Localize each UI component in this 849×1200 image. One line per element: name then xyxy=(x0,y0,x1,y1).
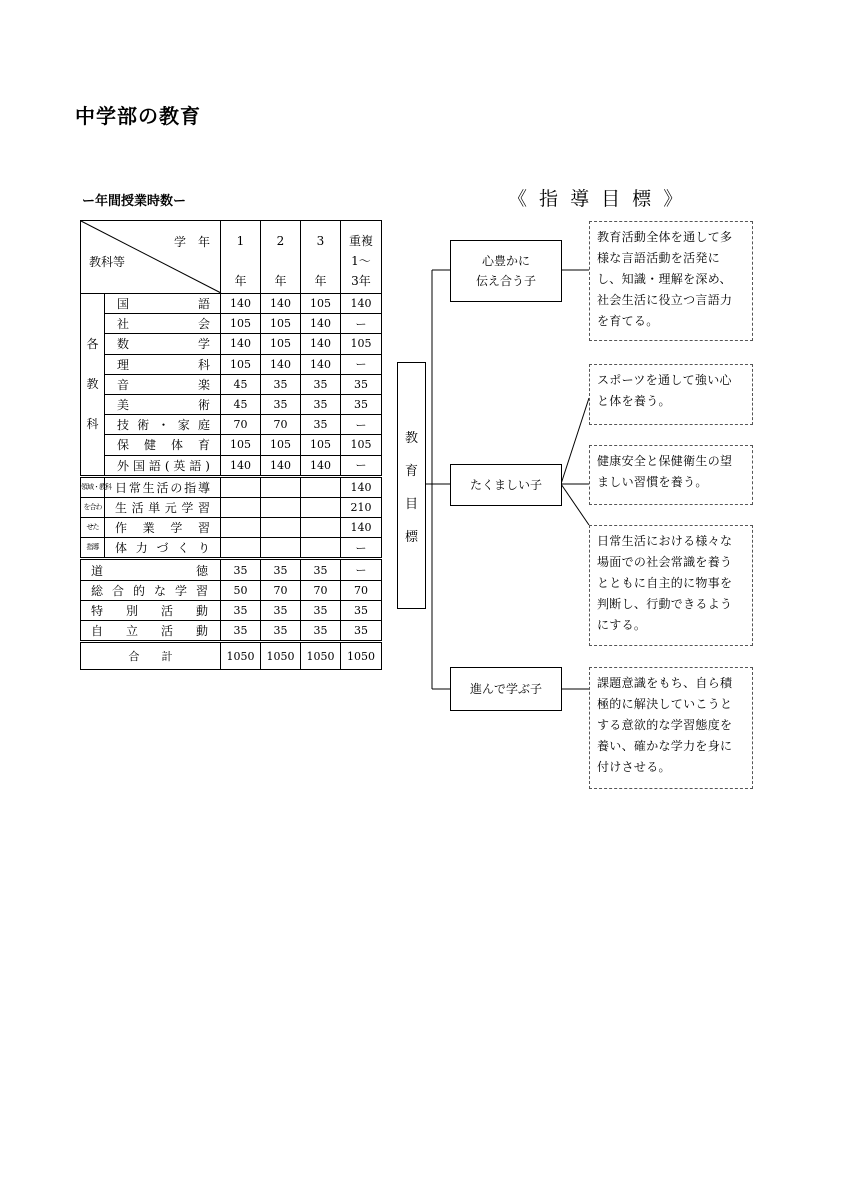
combined-name: 日常生活の指導 xyxy=(105,476,221,497)
header-subject-label: 教科等 xyxy=(89,255,126,269)
hours-cell: 35 xyxy=(301,600,341,620)
hours-cell: 45 xyxy=(221,374,261,394)
subject-name: 数学 xyxy=(105,334,221,354)
goal-label-line: 進んで学ぶ子 xyxy=(469,682,542,696)
hours-cell: 105 xyxy=(261,435,301,455)
hours-cell: 105 xyxy=(221,354,261,374)
goal-heart xyxy=(450,240,562,302)
combined-name: 作業学習 xyxy=(105,518,221,538)
hours-cell: 140 xyxy=(261,354,301,374)
header-grade-1: 1 年 xyxy=(221,221,261,294)
group-combined-label: せた xyxy=(81,518,105,538)
description-line: 判断し、行動できるよう xyxy=(597,597,733,611)
hours-cell: 140 xyxy=(261,294,301,314)
description-line: スポーツを通して強い心 xyxy=(597,373,732,387)
description-line: し、知識・理解を深め、 xyxy=(597,272,732,286)
hours-cell: 35 xyxy=(221,621,261,642)
description-line: ましい習慣を養う。 xyxy=(597,475,708,489)
subject-name: 外国語(英語) xyxy=(105,455,221,476)
description-language xyxy=(589,221,753,341)
hours-cell: 35 xyxy=(301,621,341,642)
subject-name: 理科 xyxy=(105,354,221,374)
other-name: 総合的な学習 xyxy=(81,580,221,600)
hours-cell: 140 xyxy=(341,294,382,314)
total-label: 合 計 xyxy=(81,642,221,670)
hours-cell: 1050 xyxy=(261,642,301,670)
hours-cell: 35 xyxy=(261,559,301,580)
group-label-char: 各 xyxy=(86,337,99,352)
hours-cell: 105 xyxy=(261,314,301,334)
subject-name: 保健体育 xyxy=(105,435,221,455)
goal-label-line: 心豊かに xyxy=(481,254,530,268)
description-line: にする。 xyxy=(597,618,647,632)
hours-cell: 70 xyxy=(341,580,382,600)
hours-cell: 1050 xyxy=(341,642,382,670)
hours-cell: ー xyxy=(341,455,382,476)
hours-cell: 35 xyxy=(341,394,382,414)
hours-cell: 105 xyxy=(341,435,382,455)
other-name: 自立活動 xyxy=(81,621,221,642)
hours-cell: 35 xyxy=(301,415,341,435)
hours-cell: 35 xyxy=(261,621,301,642)
goal-label-line: たくましい子 xyxy=(469,478,542,492)
goal-strong xyxy=(450,464,562,506)
description-line: 様な言語活動を活発に xyxy=(597,251,721,265)
description-line: 課題意識をもち、自ら積 xyxy=(597,676,733,690)
subject-name: 音楽 xyxy=(105,374,221,394)
group-combined-label: を合わ xyxy=(81,497,105,517)
hours-cell: 1050 xyxy=(221,642,261,670)
page-title: 中学部の教育 xyxy=(75,104,201,128)
header-grade-label: 学 年 xyxy=(173,235,210,249)
hours-cell: 105 xyxy=(301,294,341,314)
hours-cell: 35 xyxy=(261,374,301,394)
description-line: 場面での社会常識を養う xyxy=(597,555,733,569)
combined-name: 生活単元学習 xyxy=(105,497,221,517)
hours-cell: ー xyxy=(341,538,382,559)
hours-cell: 140 xyxy=(341,518,382,538)
hours-cell: 35 xyxy=(301,374,341,394)
subject-name: 美術 xyxy=(105,394,221,414)
other-name: 道徳 xyxy=(81,559,221,580)
center-label-char: 教 xyxy=(404,430,418,446)
description-line: 健康安全と保健衛生の望 xyxy=(597,454,733,468)
hours-cell: 140 xyxy=(301,334,341,354)
hours-cell: 35 xyxy=(221,600,261,620)
group-label-char: 科 xyxy=(86,417,99,432)
table-title: ー年間授業時数ー xyxy=(82,194,187,209)
hours-cell: 35 xyxy=(341,600,382,620)
center-label-char: 目 xyxy=(404,496,418,512)
hours-cell: ー xyxy=(341,559,382,580)
description-line: を育てる。 xyxy=(597,314,659,328)
header-duplicate: 重複 1～ 3年 xyxy=(341,221,382,294)
group-combined-label: 領域・教科 xyxy=(81,476,105,497)
combined-name: 体力づくり xyxy=(105,538,221,559)
hours-cell: 210 xyxy=(341,497,382,517)
header-grade-3: 3 年 xyxy=(301,221,341,294)
hours-cell: 105 xyxy=(221,435,261,455)
hours-cell: 45 xyxy=(221,394,261,414)
hours-cell: 35 xyxy=(301,559,341,580)
hours-cell: 70 xyxy=(301,580,341,600)
hours-cell: 35 xyxy=(341,621,382,642)
hours-cell: 1050 xyxy=(301,642,341,670)
hours-cell: 140 xyxy=(301,314,341,334)
description-line: 日常生活における様々な xyxy=(597,534,733,548)
description-line: する意欲的な学習態度を xyxy=(597,718,733,732)
hours-cell: 35 xyxy=(221,559,261,580)
hours-cell: 140 xyxy=(301,455,341,476)
hours-cell: 35 xyxy=(261,600,301,620)
center-label-char: 育 xyxy=(404,463,418,479)
description-line: とともに自主的に物事を xyxy=(597,576,733,590)
description-daily-life xyxy=(589,525,753,646)
hours-cell: 140 xyxy=(221,294,261,314)
description-line: 付けさせる。 xyxy=(597,760,671,774)
goal-learn xyxy=(450,667,562,711)
hours-cell: 105 xyxy=(221,314,261,334)
hours-cell: ー xyxy=(341,415,382,435)
goal-label-line: 伝え合う子 xyxy=(475,274,536,288)
description-line: 極的に解決していこうと xyxy=(597,697,733,711)
hours-cell: 70 xyxy=(261,580,301,600)
subject-name: 社会 xyxy=(105,314,221,334)
center-label-char: 標 xyxy=(404,529,418,545)
hours-cell: 140 xyxy=(341,476,382,497)
description-line: 養い、確かな学力を身に xyxy=(597,739,733,753)
hours-cell: 70 xyxy=(221,415,261,435)
description-sports xyxy=(589,364,753,425)
group-combined-label: 指導 xyxy=(81,538,105,559)
hours-cell: ー xyxy=(341,354,382,374)
goals-title: 《 指 導 目 標 》 xyxy=(508,188,686,210)
hours-cell: 140 xyxy=(221,334,261,354)
hours-cell: 35 xyxy=(341,374,382,394)
hours-cell: 105 xyxy=(261,334,301,354)
hours-cell: 35 xyxy=(301,394,341,414)
subject-name: 技術・家庭 xyxy=(105,415,221,435)
group-label-char: 教 xyxy=(86,377,99,392)
hours-cell: 105 xyxy=(341,334,382,354)
subject-name: 国語 xyxy=(105,294,221,314)
hours-cell: 140 xyxy=(261,455,301,476)
hours-cell: 35 xyxy=(261,394,301,414)
description-line: 社会生活に役立つ言語力 xyxy=(597,293,733,307)
description-health xyxy=(589,445,753,505)
hours-cell: ー xyxy=(341,314,382,334)
hours-cell: 70 xyxy=(261,415,301,435)
hours-cell: 105 xyxy=(301,435,341,455)
other-name: 特別活動 xyxy=(81,600,221,620)
description-line: と体を養う。 xyxy=(597,394,671,408)
header-grade-2: 2 年 xyxy=(261,221,301,294)
hours-cell: 50 xyxy=(221,580,261,600)
hours-cell: 140 xyxy=(221,455,261,476)
hours-cell: 140 xyxy=(301,354,341,374)
description-line: 教育活動全体を通して多 xyxy=(597,230,733,244)
description-learning xyxy=(589,667,753,789)
